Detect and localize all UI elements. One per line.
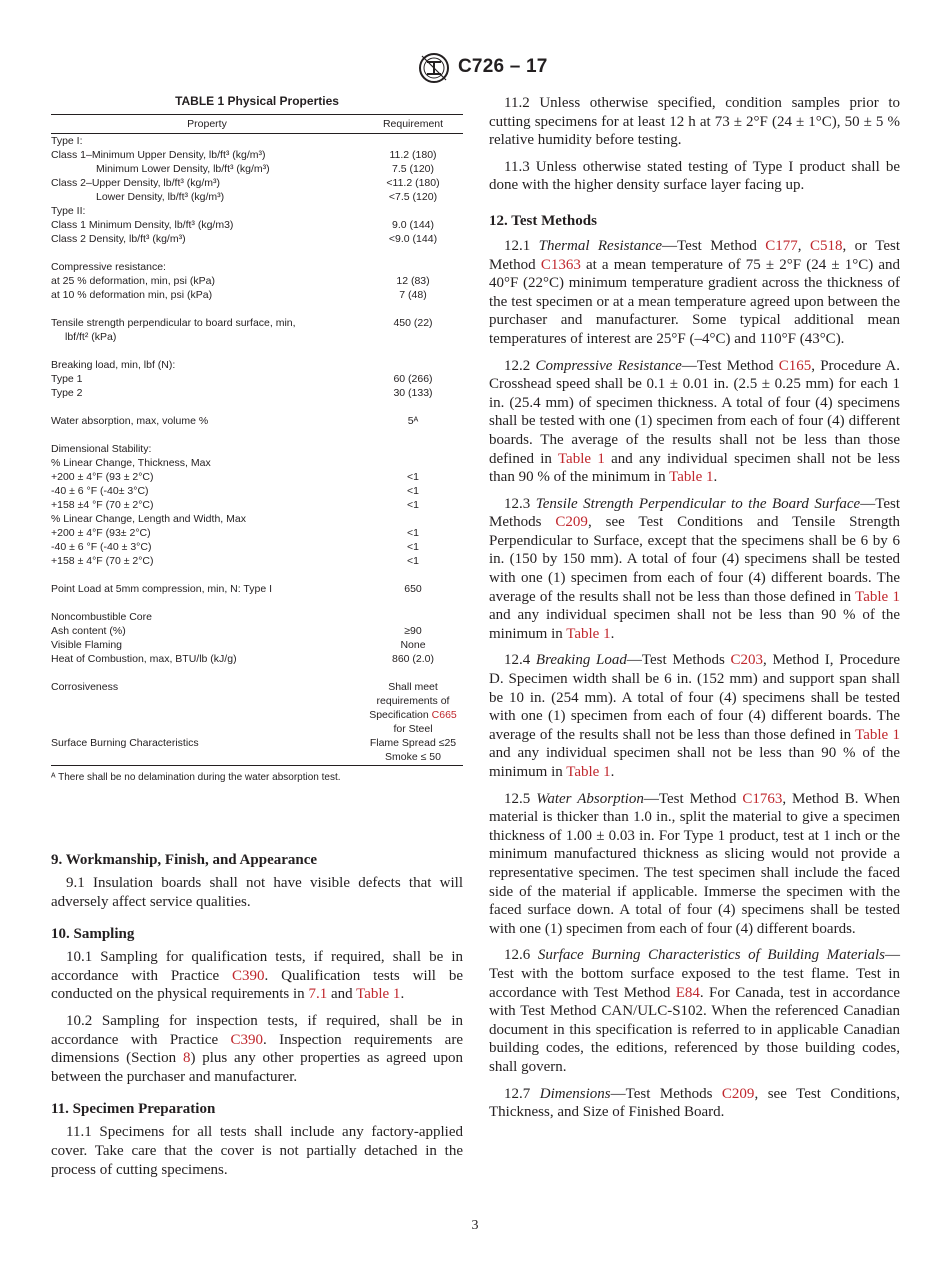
section-heading-12: 12. Test Methods	[489, 212, 597, 229]
table-row	[51, 610, 463, 624]
table-row	[51, 750, 463, 766]
text-run: —Test Method	[662, 237, 766, 254]
table-row	[51, 456, 463, 470]
link-table-1[interactable]: Table 1	[566, 764, 611, 780]
text-run: .	[610, 764, 615, 780]
link-c209[interactable]: C209	[555, 514, 588, 531]
requirement-cell: 450 (22)	[393, 317, 433, 329]
document-designation: C726 – 17	[458, 56, 548, 77]
table-row	[51, 722, 463, 736]
table-row	[51, 638, 463, 652]
table-row	[51, 372, 463, 386]
property-cell	[51, 750, 363, 766]
link-table-1[interactable]: Table 1	[356, 986, 401, 1003]
paragraph-10-1	[51, 948, 463, 1004]
property-cell: Corrosiveness	[51, 681, 119, 693]
table-row	[51, 526, 463, 540]
requirement-cell: <1	[407, 471, 419, 483]
property-cell: Type I:	[51, 135, 83, 147]
table-row	[51, 358, 463, 372]
subsection-title: Dimensions	[539, 1085, 611, 1102]
page-header	[0, 52, 950, 86]
table-row	[51, 680, 463, 694]
table-row	[51, 554, 463, 568]
table-row	[51, 512, 463, 526]
section-heading-11: 11. Specimen Preparation	[51, 1101, 216, 1118]
property-cell: +200 ± 4°F (93 ± 2°C)	[51, 471, 154, 483]
property-cell: % Linear Change, Length and Width, Max	[51, 513, 246, 525]
requirement-cell: 30 (133)	[393, 387, 433, 399]
property-cell: Type 2	[51, 387, 83, 399]
spacer-row	[51, 568, 463, 582]
spacer-row	[51, 596, 463, 610]
requirement-cell	[363, 330, 463, 344]
property-cell: Class 2–Upper Density, lb/ft³ (kg/m³)	[51, 177, 221, 189]
paragraph-12-2	[489, 357, 900, 487]
property-cell: Type 1	[51, 373, 83, 385]
property-cell: -40 ± 6 °F (-40 ± 3°C)	[51, 541, 152, 553]
spacer-row	[51, 302, 463, 316]
text-run: . For Canada, test in accordance with Test Method CAN/ULC-S102. When the referenced Canadian document in this specification is referred to in applicable Canadian building codes, the editions, referenced by those building codes, shall govern.	[489, 984, 900, 1075]
text-run: .	[610, 625, 615, 642]
requirement-cell: <9.0 (144)	[388, 233, 438, 245]
property-cell: Point Load at 5mm compression, min, N: Type I	[51, 583, 272, 595]
subsection-title: Tensile Strength Perpendicular to the Board Surface	[535, 495, 861, 512]
requirement-cell: 5ᴬ	[407, 415, 419, 427]
requirement-cell: <7.5 (120)	[388, 191, 438, 203]
text-run: 12.1	[504, 237, 539, 254]
paragraph-12-1	[489, 237, 900, 349]
requirement-cell: <1	[407, 527, 419, 539]
requirement-cell	[363, 708, 463, 722]
table-row	[51, 134, 463, 149]
spacer-row	[51, 428, 463, 442]
requirement-cell: ≥90	[404, 625, 422, 637]
property-cell: Dimensional Stability:	[51, 443, 152, 455]
requirement-cell: 11.2 (180)	[389, 149, 437, 161]
requirement-cell: <1	[407, 541, 419, 553]
text-run: at a mean temperature of 75 ± 2°F (24 ± 1°C) and 40°F (22°C) minimum temperature gradient across the thickness of the test specimen or at a mean temperature agreed upon between the purchaser and manufacturer. Some typical additional mean temperatures of interest are 25°F (–4°C) and 110°F (43°C).	[489, 256, 900, 347]
link-c203[interactable]: C203	[730, 652, 764, 669]
property-cell: at 25 % deformation, min, psi (kPa)	[51, 275, 215, 287]
link-table-1[interactable]: Table 1	[855, 726, 900, 743]
property-cell: Tensile strength perpendicular to board surface, min,	[51, 317, 296, 329]
requirement-cell: 12 (83)	[396, 275, 430, 287]
property-cell: Visible Flaming	[51, 639, 123, 651]
link-section-7-1[interactable]: 7.1	[308, 986, 328, 1003]
table-footnote: ᴬ There shall be no delamination during the water absorption test.	[51, 772, 341, 783]
paragraph-12-4	[489, 651, 900, 781]
text-run: , Procedure A. Crosshead speed shall be 0.1 ± 0.01 in. (2.5 ± 0.25 mm) for each 1 in. (25.4 mm) of specimen thickness. A total of four (4) specimens shall be tested with one (1) specimen from each of four (4) different boards. The average of the results shall not be less than those defined in	[489, 357, 900, 467]
table-row	[51, 274, 463, 288]
link-c1363[interactable]: C1363	[540, 256, 581, 273]
link-c390[interactable]: C390	[231, 967, 265, 984]
property-cell: +158 ±4 °F (70 ± 2°C)	[51, 499, 154, 511]
table-row	[51, 736, 463, 750]
table-row	[51, 260, 463, 274]
text-run: and any individual specimen shall not be less than 90 % of the minimum in	[489, 607, 900, 642]
table-row	[51, 484, 463, 498]
subsection-title: Thermal Resistance	[538, 237, 663, 254]
text-run: 10.1 Sampling for qualification tests, if required, shall be in accordance with Practice	[51, 949, 463, 984]
requirement-cell	[363, 456, 463, 470]
property-cell: Type II:	[51, 205, 86, 217]
text-run: , Method B. When material is thicker than 1.0 in., split the material to give a specimen thickness of 1.00 ± 0.03 in. For Type 1 product, test at 1 inch or the minimum manufactured thickness as slicing would not provide a representative specimen. The test specimen shall include the faced side of the material if applicable. Immerse the specimen with the faced surface down. A total of four (4) specimens shall be tested with one (1) specimen from each of four (4) different boards.	[489, 790, 900, 937]
table-row	[51, 442, 463, 456]
link-c1763[interactable]: C1763	[742, 790, 783, 807]
text-run: and any individual specimen shall not be less than 90 % of the minimum in	[489, 745, 900, 780]
paragraph-12-7	[489, 1085, 900, 1122]
table-row	[51, 190, 463, 204]
text-run: —Test with the bottom surface exposed to the test flame. Test in accordance with Test Method	[489, 947, 901, 1001]
property-cell: Heat of Combustion, max, BTU/lb (kJ/g)	[51, 653, 237, 665]
astm-logo-icon	[414, 52, 454, 84]
requirement-cell	[363, 358, 463, 372]
requirement-cell	[363, 442, 463, 456]
table-row	[51, 470, 463, 484]
requirement-cell: Shall meet	[388, 681, 438, 693]
property-cell: Breaking load, min, lbf (N):	[51, 359, 176, 371]
table-row	[51, 176, 463, 190]
table-row	[51, 148, 463, 162]
text-run: 12.5	[504, 790, 537, 807]
property-cell: % Linear Change, Thickness, Max	[51, 457, 211, 469]
text-run: —Test Methods	[489, 495, 900, 531]
requirement-cell	[363, 204, 463, 218]
property-cell: at 10 % deformation min, psi (kPa)	[51, 289, 213, 301]
link-e84[interactable]: E84	[675, 984, 700, 1001]
table-row	[51, 316, 463, 330]
table-row	[51, 540, 463, 554]
subsection-title: Breaking Load	[535, 652, 627, 669]
text-run: , see Test Conditions and Tensile Strength Perpendicular to Surface, except that the specimens shall be 6 by 6 in. (150 by 150 mm). A total of four (4) specimens shall be tested with one (1) specimen from each of four (4) different boards. The average of the results shall not be less than those defined in	[489, 514, 901, 605]
requirement-cell: <1	[407, 555, 419, 567]
text-run: .	[713, 469, 718, 486]
subsection-title: Surface Burning Characteristics of Building Materials	[537, 947, 886, 964]
requirement-cell: None	[400, 639, 426, 651]
requirement-cell: 860 (2.0)	[391, 653, 435, 665]
link-c518[interactable]: C518	[809, 237, 843, 254]
paragraph-12-5	[489, 790, 900, 939]
link-table-1[interactable]: Table 1	[566, 625, 611, 642]
table-row	[51, 414, 463, 428]
link-table-1[interactable]: Table 1	[557, 450, 605, 467]
table-row	[51, 386, 463, 400]
spacer-row	[51, 246, 463, 260]
property-cell	[51, 708, 363, 722]
subsection-title: Compressive Resistance	[535, 357, 682, 374]
spec-link-c665[interactable]: C665	[431, 709, 457, 721]
requirement-cell: 9.0 (144)	[391, 219, 435, 231]
property-cell	[51, 694, 363, 708]
link-c177[interactable]: C177	[765, 237, 798, 254]
link-c390[interactable]: C390	[230, 1031, 264, 1048]
paragraph-12-3	[489, 495, 900, 644]
requirement-cell: <1	[407, 499, 419, 511]
link-table-1[interactable]: Table 1	[669, 469, 714, 486]
table-row	[51, 218, 463, 232]
link-c209[interactable]: C209	[721, 1085, 755, 1102]
property-cell: Minimum Lower Density, lb/ft³ (kg/m³)	[96, 163, 270, 175]
property-cell: Water absorption, max, volume %	[51, 415, 209, 427]
requirement-cell: 650	[404, 583, 422, 595]
paragraph-10-2	[51, 1012, 463, 1086]
property-cell: -40 ± 6 °F (-40± 3°C)	[51, 485, 149, 497]
paragraph-11-3: 11.3 Unless otherwise stated testing of Type I product shall be done with the higher density surface layer facing up.	[489, 158, 900, 194]
paragraph-11-1: 11.1 Specimens for all tests shall include any factory-applied cover. Take care that the cover is not partially detached in the process of cutting specimens.	[51, 1124, 463, 1178]
table-row	[51, 694, 463, 708]
text-run: , Method I, Procedure D. Specimen width shall be 6 in. (152 mm) and support span shall be 10 in. (254 mm). A total of four (4) specimens shall be tested with one (1) specimen from each of four (4) different boards. The average of the results shall not be less than those defined in	[489, 652, 900, 743]
subsection-title: Water Absorption	[536, 790, 644, 807]
text-run: 12.2	[504, 357, 536, 374]
property-cell: Surface Burning Characteristics	[51, 737, 199, 749]
table-row	[51, 652, 463, 666]
link-section-8[interactable]: 8	[182, 1050, 191, 1067]
requirement-cell	[363, 260, 463, 274]
text-run: —Test Methods	[610, 1085, 722, 1102]
requirement-cell	[363, 610, 463, 624]
column-header-property: Property	[51, 115, 363, 134]
requirement-cell: <11.2 (180)	[386, 177, 440, 189]
text-run: , or Test Method	[489, 237, 901, 273]
text-run: ,	[797, 237, 810, 254]
text-run: ) plus any other properties as agreed upon between the purchaser and manufacturer.	[51, 1050, 463, 1085]
text-run: .	[400, 986, 405, 1003]
link-table-1[interactable]: Table 1	[855, 588, 900, 605]
spacer-row	[51, 344, 463, 358]
table-row	[51, 204, 463, 218]
requirement-cell: Smoke ≤ 50	[363, 750, 463, 766]
property-cell: +158 ± 4°F (70 ± 2°C)	[51, 555, 154, 567]
section-heading-9: 9. Workmanship, Finish, and Appearance	[51, 852, 318, 868]
text-run: 12.3	[504, 495, 536, 512]
property-cell: Class 2 Density, lb/ft³ (kg/m³)	[51, 233, 186, 245]
table-row	[51, 498, 463, 512]
requirement-cell	[363, 512, 463, 526]
property-cell: Class 1–Minimum Upper Density, lb/ft³ (kg/m³)	[51, 149, 266, 161]
property-cell: +200 ± 4°F (93± 2°C)	[51, 527, 151, 539]
paragraph-12-6	[489, 946, 900, 1076]
text-run: . Qualification tests will be conducted on the physical requirements in	[51, 967, 463, 1003]
text-run: and	[327, 986, 357, 1003]
spacer-row	[51, 400, 463, 414]
column-header-requirement: Requirement	[363, 115, 463, 134]
requirement-cell: requirements of	[376, 695, 450, 707]
page-number: 3	[471, 1218, 479, 1233]
property-cell: Ash content (%)	[51, 625, 126, 637]
text-run: —Test Method	[681, 357, 779, 374]
text-run: 12.7	[504, 1085, 540, 1102]
requirement-cell	[363, 134, 463, 149]
requirement-text: Specification	[369, 709, 429, 721]
paragraph-9-1: 9.1 Insulation boards shall not have visible defects that will adversely affect service qualities.	[51, 875, 463, 910]
table-row	[51, 708, 463, 722]
text-run: . Inspection requirements are dimensions (Section	[51, 1031, 463, 1067]
table-row	[51, 582, 463, 596]
right-column	[489, 94, 900, 1122]
table-row	[51, 624, 463, 638]
text-run: , see Test Conditions, Thickness, and Size of Finished Board.	[489, 1085, 900, 1121]
table-row	[51, 330, 463, 344]
text-run: —Test Methods	[626, 652, 731, 669]
property-cell: lbf/ft² (kPa)	[65, 331, 117, 343]
text-run: 10.2 Sampling for inspection tests, if required, shall be in accordance with Practice	[51, 1012, 463, 1048]
requirement-cell: Flame Spread ≤25	[369, 737, 457, 749]
table-row	[51, 162, 463, 176]
property-cell	[51, 722, 363, 736]
property-cell: Lower Density, lb/ft³ (kg/m³)	[96, 191, 225, 203]
table-row	[51, 232, 463, 246]
text-run: 12.6	[504, 947, 538, 964]
requirement-cell: <1	[407, 485, 419, 497]
section-heading-10: 10. Sampling	[51, 926, 135, 943]
text-run: 12.4	[504, 652, 536, 669]
requirement-cell: 7 (48)	[399, 289, 427, 301]
table-title: TABLE 1 Physical Properties	[175, 94, 339, 108]
requirement-cell: 60 (266)	[393, 373, 433, 385]
property-cell: Noncombustible Core	[51, 611, 152, 623]
text-run: —Test Method	[643, 790, 743, 807]
text-run: and any individual specimen shall not be less than 90 % of the minimum in	[489, 450, 900, 486]
physical-properties-table	[51, 114, 463, 766]
left-column	[51, 94, 463, 1179]
requirement-cell: 7.5 (120)	[391, 163, 435, 175]
requirement-cell: for Steel	[393, 723, 433, 735]
link-c165[interactable]: C165	[778, 357, 812, 374]
property-cell: Class 1 Minimum Density, lb/ft³ (kg/m3)	[51, 219, 234, 231]
paragraph-11-2: 11.2 Unless otherwise specified, condition samples prior to cutting specimens for at least 12 h at 73 ± 2°F (24 ± 1°C), 50 ± 5 % relative humidity before testing.	[489, 95, 900, 149]
spacer-row	[51, 666, 463, 680]
table-row	[51, 288, 463, 302]
property-cell: Compressive resistance:	[51, 261, 166, 273]
